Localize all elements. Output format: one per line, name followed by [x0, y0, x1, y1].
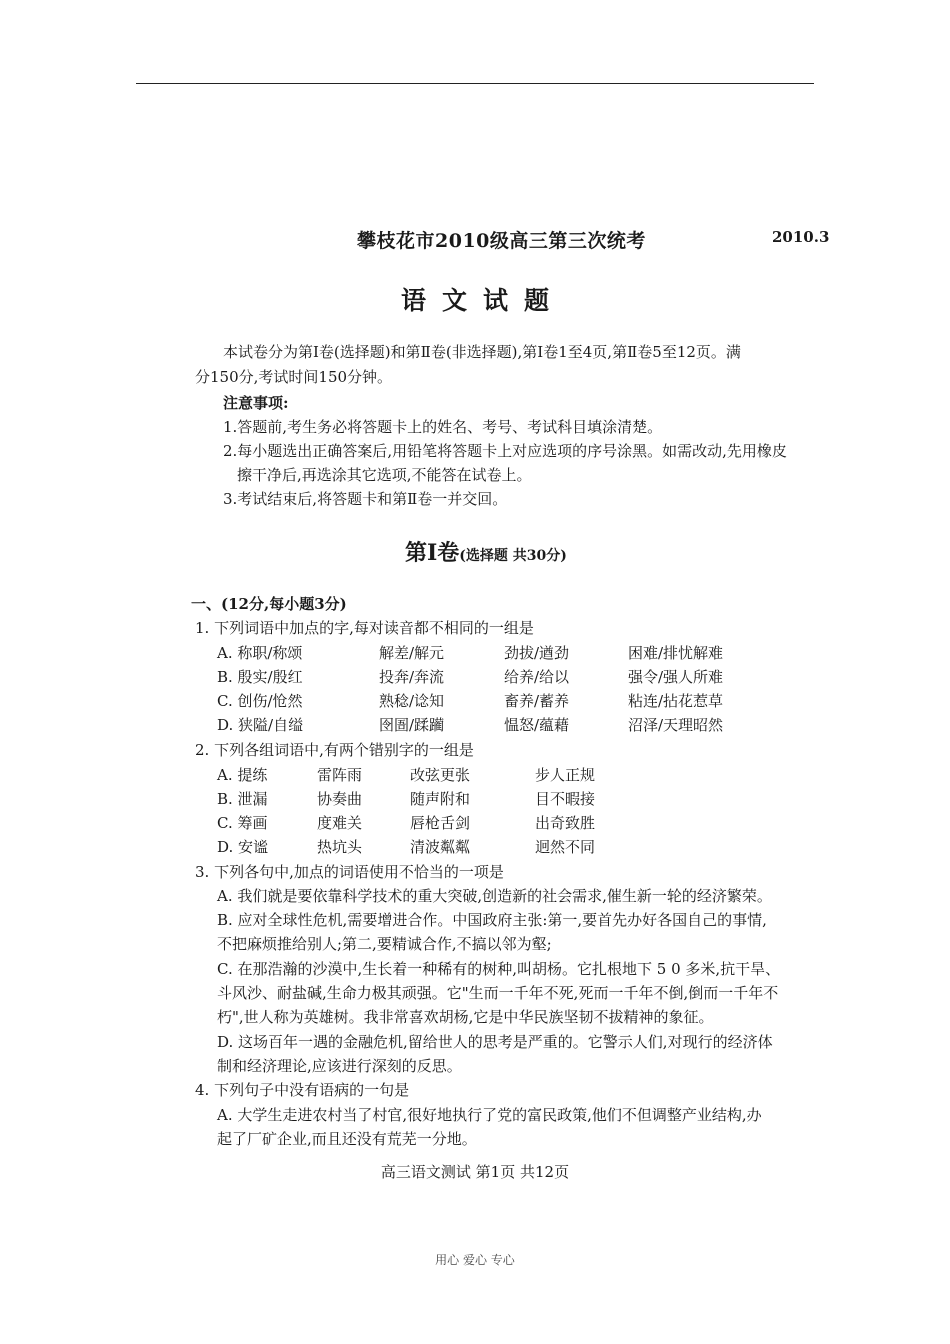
- watermark-text: 用心 爱心 专心: [435, 1253, 515, 1267]
- q2-option-b: B. 泄漏: [217, 790, 268, 808]
- q2-option-d-3: 清波粼粼: [410, 838, 471, 856]
- q1-option-b: B. 殷实/殷红: [217, 668, 303, 686]
- q3-option-c-line2: 斗风沙、耐盐碱,生命力极其顽强。它"生而一千年不死,死而一千年不倒,倒而一千年不: [217, 984, 779, 1002]
- notes-item-2a: 2.每小题选出正确答案后,用铅笔将答题卡上对应选项的序号涂黑。如需改动,先用橡皮: [223, 442, 787, 460]
- q2-option-c-4: 出奇致胜: [535, 814, 596, 832]
- q1-option-a-2: 解差/解元: [379, 644, 445, 662]
- q1-option-c-4: 粘连/拈花惹草: [628, 692, 724, 710]
- q1-option-d-4: 沼泽/天理昭然: [628, 716, 724, 734]
- q1-option-c: C. 创伤/怆然: [217, 692, 303, 710]
- q1-option-b-3: 给养/给以: [504, 668, 570, 686]
- q3-option-a: A. 我们就是要依靠科学技术的重大突破,创造新的社会需求,催生新一轮的经济繁荣。: [217, 887, 772, 905]
- q1-option-b-4: 强令/强人所难: [628, 668, 724, 686]
- subject-title: 语文试题: [400, 286, 565, 315]
- exam-title: 攀枝花市2010级高三第三次统考: [357, 230, 646, 252]
- q3-option-d-line2: 制和经济理论,应该进行深刻的反思。: [217, 1057, 462, 1075]
- notes-item-3: 3.考试结束后,将答题卡和第Ⅱ卷一并交回。: [223, 490, 508, 508]
- q2-option-a-3: 改弦更张: [410, 766, 471, 784]
- q2-option-c-2: 度难关: [317, 814, 363, 832]
- q4-option-a-line1: A. 大学生走进农村当了村官,很好地执行了党的富民政策,他们不但调整产业结构,办: [217, 1106, 762, 1124]
- q2-option-c-3: 唇枪舌剑: [410, 814, 471, 832]
- q2-option-d-2: 热坑头: [317, 838, 363, 856]
- q1-option-c-2: 熟稔/谂知: [379, 692, 445, 710]
- section-heading: [405, 536, 567, 567]
- q3-option-b-line2: 不把麻烦推给别人;第二,要精诚合作,不搞以邻为壑;: [217, 935, 552, 953]
- q1-option-a-4: 困难/排忧解难: [628, 644, 724, 662]
- q3-stem: 3. 下列各句中,加点的词语使用不恰当的一项是: [195, 863, 504, 881]
- q2-option-d-4: 迥然不同: [535, 838, 596, 856]
- q3-option-b-line1: B. 应对全球性危机,需要增进合作。中国政府主张:第一,要首先办好各国自己的事情,: [217, 911, 767, 929]
- notes-item-1: 1.答题前,考生务必将答题卡上的姓名、考号、考试科目填涂清楚。: [223, 418, 663, 436]
- q2-option-a-2: 雷阵雨: [317, 766, 363, 784]
- q3-option-c-line3: 朽",世人称为英雄树。我非常喜欢胡杨,它是中华民族坚韧不拔精神的象征。: [217, 1008, 714, 1026]
- part-heading: 一、(12分,每小题3分): [191, 595, 347, 613]
- q4-stem: 4. 下列句子中没有语病的一句是: [195, 1081, 410, 1099]
- q1-stem: 1. 下列词语中加点的字,每对读音都不相同的一组是: [195, 619, 534, 637]
- q1-option-b-2: 投奔/奔流: [379, 668, 445, 686]
- q1-option-a-3: 劲拔/遒劲: [504, 644, 570, 662]
- q1-option-d-2: 囹圄/蹂躏: [379, 716, 445, 734]
- q2-option-a: A. 提练: [217, 766, 268, 784]
- q4-option-a-line2: 起了厂矿企业,而且还没有荒芜一分地。: [217, 1130, 477, 1148]
- q2-option-b-3: 随声附和: [410, 790, 471, 808]
- q1-option-c-3: 畜养/蓄养: [504, 692, 570, 710]
- q1-option-d: D. 狭隘/自缢: [217, 716, 304, 734]
- notes-heading: 注意事项:: [223, 394, 289, 412]
- notes-item-2b: 擦干净后,再选涂其它选项,不能答在试卷上。: [237, 466, 532, 484]
- q2-option-d: D. 安谧: [217, 838, 269, 856]
- q3-option-c-line1: C. 在那浩瀚的沙漠中,生长着一种稀有的树种,叫胡杨。它扎根地下 5 0 多米,抗干旱、: [217, 960, 781, 978]
- top-rule: [136, 83, 814, 84]
- q1-option-a: A. 称职/称颂: [217, 644, 303, 662]
- q2-stem: 2. 下列各组词语中,有两个错别字的一组是: [195, 741, 474, 759]
- q2-option-b-2: 协奏曲: [317, 790, 363, 808]
- q2-option-c: C. 筹画: [217, 814, 268, 832]
- exam-date: 2010.3: [772, 228, 830, 246]
- q2-option-a-4: 步人正规: [535, 766, 596, 784]
- q1-option-d-3: 愠怒/蕴藉: [504, 716, 570, 734]
- page-footer: 高三语文测试 第1页 共12页: [380, 1163, 570, 1181]
- section-title: 第Ⅰ卷: [405, 540, 460, 566]
- q2-option-b-4: 目不暇接: [535, 790, 596, 808]
- intro-line-2: 分150分,考试时间150分钟。: [195, 368, 393, 386]
- q3-option-d-line1: D. 这场百年一遇的金融危机,留给世人的思考是严重的。它警示人们,对现行的经济体: [217, 1033, 773, 1051]
- intro-line-1: 本试卷分为第Ⅰ卷(选择题)和第Ⅱ卷(非选择题),第Ⅰ卷1至4页,第Ⅱ卷5至12页。满: [223, 343, 741, 361]
- section-subtitle: (选择题 共30分): [459, 548, 567, 564]
